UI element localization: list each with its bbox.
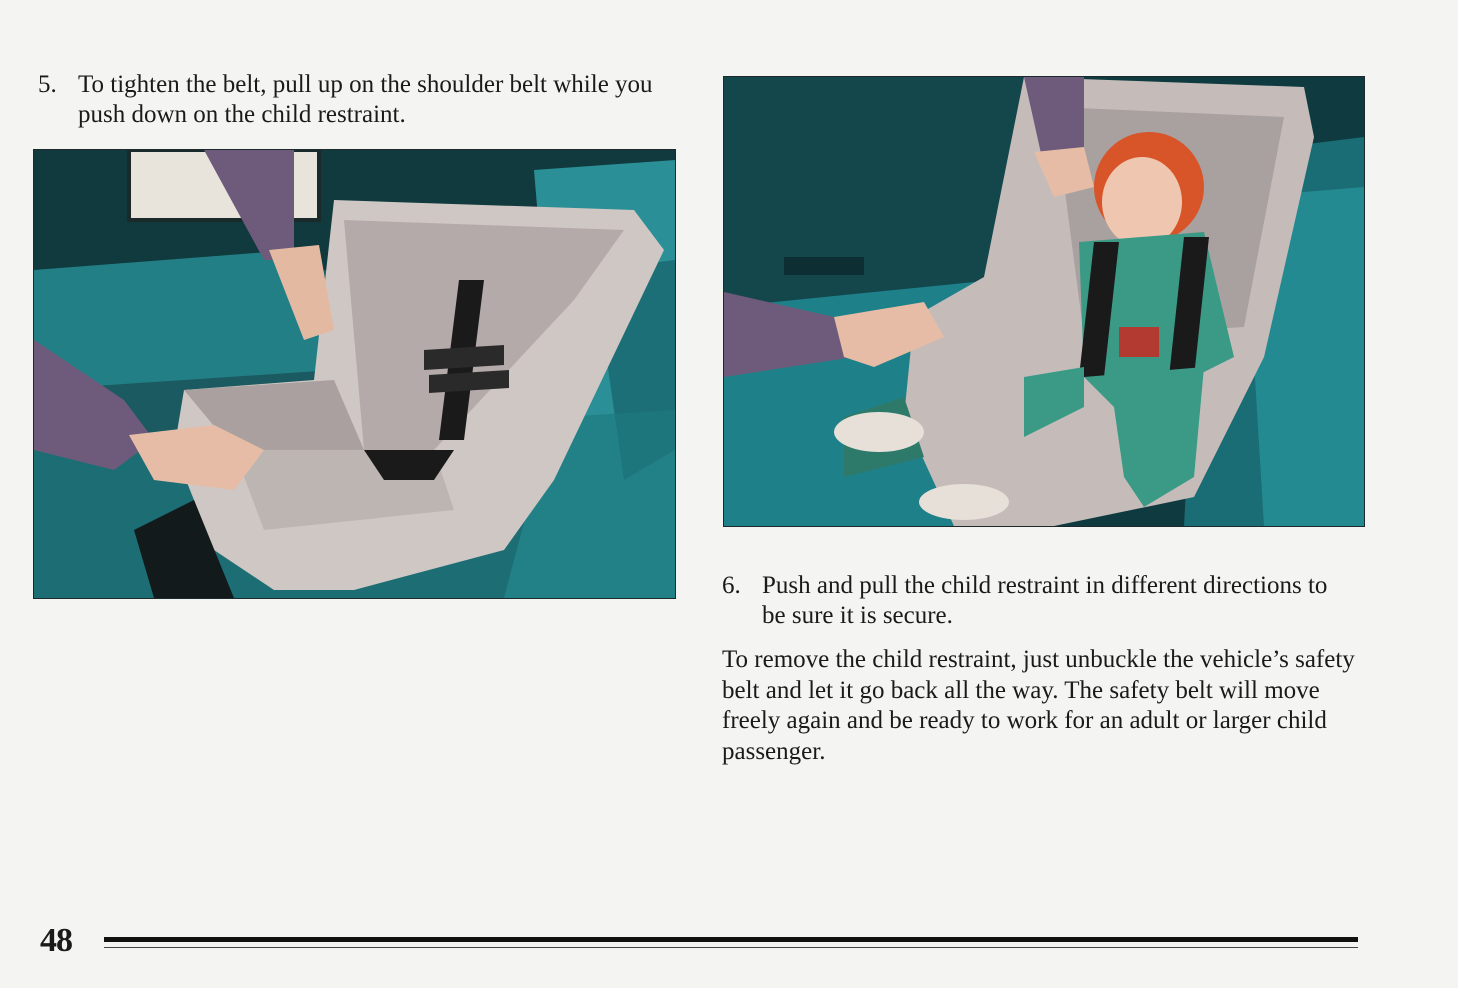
illustration-tighten-belt <box>33 149 676 599</box>
footer-rule-thin <box>104 947 1358 948</box>
step-5-instruction <box>38 70 678 130</box>
step-6-number: 6. <box>722 572 741 599</box>
step-6-text: Push and pull the child restraint in different directions to be sure it is secure. <box>762 572 1328 629</box>
footer-rule-thick <box>104 937 1358 942</box>
step-6-instruction <box>722 571 1342 631</box>
step-5-number: 5. <box>38 71 57 98</box>
step-5-text: To tighten the belt, pull up on the shoulder belt while you push down on the child restraint. <box>78 71 653 128</box>
illustration-child-in-restraint <box>723 76 1365 527</box>
removal-instructions-paragraph: To remove the child restraint, just unbuckle the vehicle’s safety belt and let it go back all the way. The safety belt will move freely again and be ready to work for an adult or larger child passenger. <box>722 646 1355 765</box>
page-number: 48 <box>40 922 72 959</box>
